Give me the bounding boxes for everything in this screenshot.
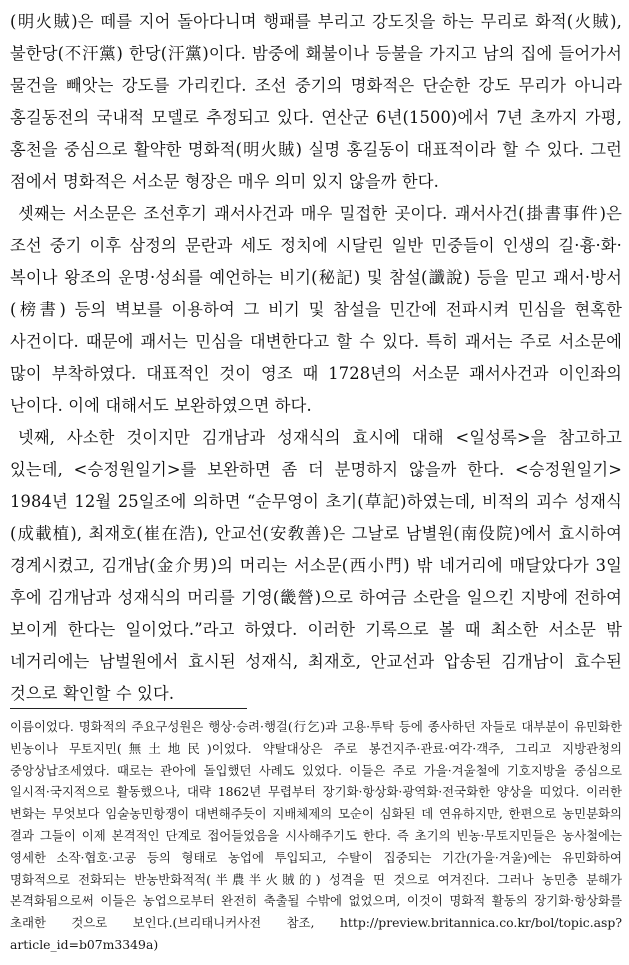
paragraph-1: (明火賊)은 떼를 지어 돌아다니며 행패를 부리고 강도짓을 하는 무리로 화적(火賊), 불한당(不汗黨) 한당(汗黨)이다. 밤중에 홰불이나 등불을 가지고 남의 집에 들어가서 물건을 빼앗는 강도를 가리킨다. 조선 중기의 명화적은 단순한 강도 무리가 아니라 홍길동전의 국내적 모델로 추정되고 있다. 연산군 6년(1500)에서 7년 초까지 가평, 홍천을 중심으로 활약한 명화적(明火賊) 실명 홍길동이 대표적이라 할 수 있다. 그런 점에서 명화적은 서소문 형장은 매우 의미 있지 않을까 한다. [10,12,622,191]
paragraph-3: 넷째, 사소한 것이지만 김개남과 성재식의 효시에 대해 <일성록>을 참고하고 있는데, <승정원일기>를 보완하면 좀 더 분명하지 않을까 한다. <승정원일기> 1984년 12월 25일조에 의하면 “순무영이 초기(草記)하였는데, 비적의 괴수 성재식(成載植), 최재호(崔在浩), 안교선(安敎善)은 그날로 남별원(南伇院)에서 효시하여 경계시켰고, 김개남(金介男)의 머리는 서소문(西小門) 밖 네거리에 매달았다가 3일 후에 김개남과 성재식의 머리를 기영(畿營)으로 하여금 소란을 일으킨 지방에 전하여 보이게 한다는 일이었다.”라고 하였다. 이러한 기록으로 볼 때 최소한 서소문 밖 네거리에는 남벌원에서 효시된 성재식, 최재호, 안교선과 압송된 김개남이 효수된 것으로 확인할 수 있다. [10,428,622,703]
footnote-separator [10,708,247,709]
paragraph-2: 셋째는 서소문은 조선후기 괘서사건과 매우 밀접한 곳이다. 괘서사건(掛書事件)은 조선 중기 이후 삼정의 문란과 세도 정치에 시달린 일반 민중들이 인생의 길·흉·화·복이나 왕조의 운명·성쇠를 예언하는 비기(秘記) 및 참설(讖說) 등을 믿고 괘서·방서(榜書) 등의 벽보를 이용하여 그 비기 및 참설을 민간에 전파시켜 민심을 현혹한 사건이다. 때문에 괘서는 민심을 대변한다고 할 수 있다. 특히 괘서는 주로 서소문에 많이 부착하였다. 대표적인 것이 영조 때 1728년의 서소문 괘서사건과 이인좌의 난이다. 이에 대해서도 보완하였으면 하다. [10,204,622,415]
body-text [10,6,622,710]
footnote-text: 이름이었다. 명화적의 주요구성원은 행상·승려·행걸(行乞)과 고용·투탁 등에 종사하던 자들로 대부분이 유민화한 빈농이나 무토지민(無土地民)이었다. 약탈대상은 주로 봉건지주·관료·여각·객주, 그리고 지방관청의 중앙상납조세였다. 때로는 관아에 돌입했던 사례도 있었다. 이들은 주로 가을·겨울철에 기호지방을 중심으로 일시적·국지적으로 활동했으나, 대략 1862년 무렵부터 장기화·항상화·광역화·전국화한 양상을 띠었다. 이러한 변화는 무엇보다 임술농민항쟁이 대변해주듯이 지배체제의 모순이 심화된 데 연유하지만, 한편으로 농민분화의 결과 그들이 이제 본격적인 단계로 접어들었음을 시사해주기도 한다. 즉 초기의 빈농·무토지민들은 농사철에는 영세한 소작·협호·고공 등의 형태로 농업에 투입되고, 수탈이 집중되는 기간(가을·겨울)에는 유민화하여 명화적으로 전화되는 반농반화적적(半農半火賊的) 성격을 띤 것으로 여겨진다. 그러나 농민층 분해가 본격화됨으로써 이들은 농업으로부터 완전히 축출될 수밖에 없었으며, 이것이 명화적 활동의 장기화·항상화를 초래한 것으로 보인다.(브리태니커사전 참조, http://preview.britannica.co.kr/bol/topic.asp?article_id=b07m3349a) [10,719,622,952]
